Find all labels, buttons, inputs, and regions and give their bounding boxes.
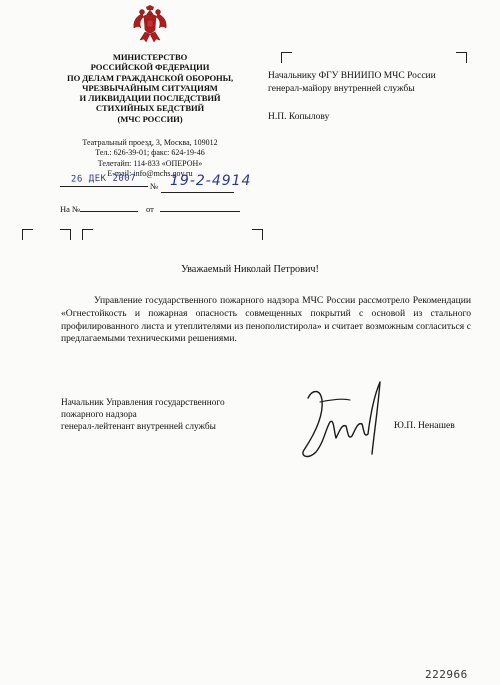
letter-body: Управление государственного пожарного надзора МЧС России рассмотрело Рекомендации «Огнестойкость и пожарная опасность совмещенных покрытий с основой из стального профилированного листа и утеплителями из пенополистирола» и считает возможным согласиться с предлагаемыми техническими решениями. — [61, 295, 471, 345]
ministry-line: ПО ДЕЛАМ ГРАЖДАНСКОЙ ОБОРОНЫ, — [66, 72, 234, 83]
signatory-title-line: пожарного надзора — [61, 409, 137, 420]
ministry-line: ЧРЕЗВЫЧАЙНЫМ СИТУАЦИЯМ — [82, 82, 218, 93]
corner-mark — [456, 52, 467, 63]
corner-mark — [60, 229, 71, 240]
handwritten-signature — [290, 378, 400, 468]
reference-date-label: от — [146, 204, 154, 214]
ministry-line: МИНИСТЕРСТВО — [112, 52, 188, 62]
ministry-line: СТИХИЙНЫХ БЕДСТВИЙ — [95, 103, 205, 114]
corner-mark — [281, 52, 292, 63]
outgoing-number: 19-2-4914 — [170, 173, 252, 189]
ministry-line: (МЧС РОССИИ) — [117, 113, 183, 124]
date-stamp: 26 ДЕК 2007 — [70, 173, 137, 185]
signatory-title-line: генерал-лейтенант внутренней службы — [61, 421, 216, 432]
email-line: E-mail: info@mchs.gov.ru — [107, 169, 193, 179]
ministry-line: И ЛИКВИДАЦИИ ПОСЛЕДСТВИЙ — [79, 93, 221, 104]
reference-date-line — [160, 211, 240, 212]
recipient-position-line: Начальнику ФГУ ВНИИПО МЧС России — [268, 71, 436, 81]
signatory-title-line: Начальник Управления государственного — [61, 398, 225, 408]
signatory-name: Ю.П. Ненашев — [394, 420, 455, 431]
corner-mark — [252, 229, 263, 240]
coat-of-arms-icon — [128, 4, 172, 48]
archive-number: 222966 — [425, 668, 468, 681]
number-underline — [161, 192, 234, 193]
teletype-line: Телетайп: 114-833 «ОПЕРОН» — [97, 158, 203, 168]
address-line: Театральный проезд, 3, Москва, 109012 — [82, 138, 218, 147]
corner-mark — [82, 229, 93, 240]
ministry-line: РОССИЙСКОЙ ФЕДЕРАЦИИ — [90, 62, 210, 73]
reference-number-line — [80, 211, 138, 212]
recipient-position — [268, 70, 488, 96]
date-underline — [60, 186, 148, 187]
number-sign: № — [150, 181, 159, 191]
phone-line: Тел.: 626-39-01; факс: 624-19-46 — [95, 148, 205, 158]
ministry-name — [40, 52, 260, 124]
signatory-title — [61, 398, 291, 433]
reference-number-label: На № — [60, 204, 81, 214]
recipient-rank-line: генерал-майору внутренней службы — [268, 84, 415, 94]
salutation: Уважаемый Николай Петрович! — [181, 264, 319, 275]
recipient-name: Н.П. Копылову — [268, 112, 330, 122]
corner-mark — [22, 229, 33, 240]
